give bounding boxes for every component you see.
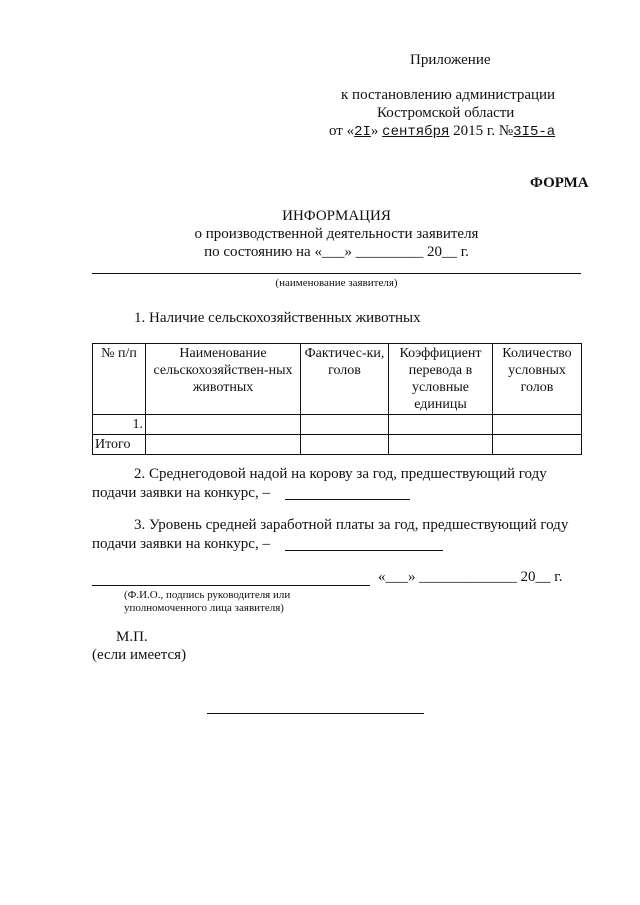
table-cell <box>301 435 389 455</box>
signature-caption-2: уполномоченного лица заявителя) <box>124 602 284 614</box>
signature-caption-1: (Ф.И.О., подпись руководителя или <box>124 589 291 601</box>
stamp-note: (если имеется) <box>92 647 187 663</box>
table-header-row <box>93 344 582 415</box>
table-row <box>93 415 582 435</box>
header-date-line <box>329 123 567 140</box>
table-cell <box>389 415 493 435</box>
appendix-label: Приложение <box>410 52 491 68</box>
date-year: 2015 г. № <box>453 123 514 139</box>
doc-number: 3I5-а <box>513 124 556 140</box>
applicant-name-line <box>92 273 581 274</box>
table-cell <box>493 415 582 435</box>
col-header-coefficient: Коэффициент перевода в условные единицы <box>389 344 493 415</box>
col-header-actual: Фактичес-ки, голов <box>301 344 389 415</box>
col-header-name: Наименование сельскохозяйствен-ных животных <box>146 344 301 415</box>
table-cell <box>146 435 301 455</box>
title-sub: о производственной деятельности заявителя <box>194 226 479 242</box>
date-prefix: от « <box>329 123 355 139</box>
section3-line-1: 3. Уровень средней заработной платы за год, предшествующий году <box>134 517 569 533</box>
col-header-conditional: Количество условных голов <box>493 344 582 415</box>
title-main: ИНФОРМАЦИЯ <box>282 208 391 224</box>
form-label: ФОРМА <box>530 175 589 191</box>
salary-field <box>285 550 443 551</box>
section2-line-1: 2. Среднегодовой надой на корову за год, предшествующий году <box>134 466 547 482</box>
section1-heading: 1. Наличие сельскохозяйственных животных <box>134 310 421 326</box>
signature-date-line: «___» _____________ 20__ г. <box>378 569 563 585</box>
bottom-divider <box>207 713 424 714</box>
table-cell: 1. <box>93 415 146 435</box>
milk-yield-field <box>285 499 410 500</box>
section3-line-2: подачи заявки на конкурс, – <box>92 536 270 552</box>
animals-table <box>92 343 582 455</box>
table-cell <box>493 435 582 455</box>
col-header-number: № п/п <box>93 344 146 415</box>
table-cell <box>146 415 301 435</box>
section2-line-2: подачи заявки на конкурс, – <box>92 485 270 501</box>
header-line-1: к постановлению администрации <box>341 87 556 103</box>
table-cell: Итого <box>93 435 146 455</box>
header-line-2: Костромской области <box>377 105 515 121</box>
applicant-caption: (наименование заявителя) <box>275 277 398 289</box>
table-cell <box>301 415 389 435</box>
date-day: 2I <box>354 124 371 140</box>
title-as-of: по состоянию на «___» _________ 20__ г. <box>204 244 469 260</box>
stamp-mp: М.П. <box>116 629 148 645</box>
table-cell <box>389 435 493 455</box>
signature-line <box>92 585 370 586</box>
date-month: сентября <box>382 124 450 140</box>
table-row-total <box>93 435 582 455</box>
date-mid: » <box>370 123 379 139</box>
